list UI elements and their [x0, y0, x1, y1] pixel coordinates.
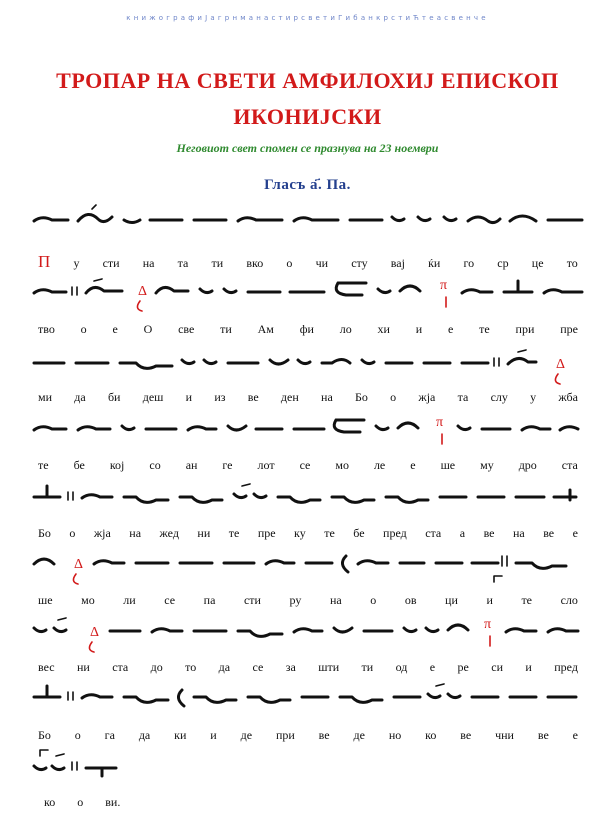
syllable: ше — [38, 593, 53, 607]
syllable: ло — [339, 322, 352, 336]
syllable: то — [185, 660, 197, 674]
syllable: ви. — [105, 795, 121, 809]
martyria-pa: π — [484, 617, 492, 632]
syllable: пред — [383, 526, 407, 540]
syllable: е — [448, 322, 454, 336]
syllable: се — [252, 660, 264, 674]
syllable: со — [149, 458, 161, 472]
syllable: ли — [123, 593, 136, 607]
neume-line-9 — [32, 748, 152, 778]
syllable: о — [370, 593, 377, 607]
syllable: сти — [102, 256, 120, 270]
syllable: ќи — [428, 256, 441, 270]
syllable: ве — [537, 728, 549, 742]
syllable: до — [150, 660, 163, 674]
neume-line-5 — [32, 480, 584, 510]
page-title: ТРОПАР НА СВЕТИ АМФИЛОХИЈ ЕПИСКОП — [56, 68, 559, 93]
syllable: те — [521, 593, 533, 607]
syllable: ста — [425, 526, 442, 540]
syllable: ан — [185, 458, 198, 472]
syllable: сту — [351, 256, 368, 270]
syllable: хи — [377, 322, 390, 336]
syllable: на — [329, 593, 342, 607]
syllable: О — [143, 322, 153, 336]
neume-line-4 — [32, 412, 584, 442]
syllable: и — [415, 322, 423, 336]
syllable: ру — [289, 593, 302, 607]
syllable: ве — [543, 526, 555, 540]
syllable: га — [104, 728, 115, 742]
syllable: те — [479, 322, 490, 336]
syllable: ко — [425, 728, 437, 742]
syllable: у — [73, 256, 80, 270]
syllable: се — [299, 458, 311, 472]
syllable: те — [228, 526, 240, 540]
syllable: ов — [404, 593, 417, 607]
syllable: пре — [560, 322, 578, 336]
syllable: ве — [247, 390, 259, 404]
syllable: Бо — [38, 728, 51, 742]
syllable: те — [38, 458, 49, 472]
syllable: жед — [159, 526, 179, 540]
syllable: бе — [353, 526, 365, 540]
syllable: ци — [445, 593, 458, 607]
syllable: деш — [142, 390, 164, 404]
syllable: и — [185, 390, 193, 404]
syllable: мо — [81, 593, 95, 607]
initial-letter: П — [38, 252, 51, 271]
syllable: ки — [174, 728, 187, 742]
syllable: да — [74, 390, 86, 404]
syllable: за — [285, 660, 296, 674]
syllable: Ам — [257, 322, 274, 336]
neume-line-3 — [32, 346, 584, 376]
lyric-line-7 — [38, 660, 578, 676]
martyria-di: Δ — [74, 557, 84, 572]
syllable: на — [129, 526, 142, 540]
martyria-pa: π — [440, 278, 448, 293]
lyric-line-1 — [38, 252, 578, 271]
syllable: о — [390, 390, 397, 404]
martyria-di: Δ — [556, 357, 566, 372]
syllable: е — [112, 322, 118, 336]
neume-line-2 — [32, 275, 584, 305]
syllable: и — [525, 660, 532, 674]
syllable: на — [142, 256, 155, 270]
syllable: на — [512, 526, 525, 540]
neume-line-7 — [32, 614, 584, 644]
syllable: при — [515, 322, 535, 336]
syllable: ти — [220, 322, 232, 336]
syllable: сти — [243, 593, 261, 607]
syllable: та — [177, 256, 189, 270]
syllable: би — [107, 390, 121, 404]
syllable: ни — [197, 526, 211, 540]
neume-line-1 — [32, 203, 584, 233]
syllable: жба — [558, 390, 578, 404]
syllable: чни — [495, 728, 514, 742]
syllable: пред — [554, 660, 578, 674]
lyric-line-5 — [38, 526, 578, 542]
syllable: ге — [222, 458, 233, 472]
syllable: у — [530, 390, 537, 404]
syllable: це — [531, 256, 544, 270]
syllable: кој — [109, 458, 125, 472]
syllable: е — [572, 728, 578, 742]
syllable: на — [321, 390, 333, 404]
syllable: ре — [457, 660, 469, 674]
martyria-di: Δ — [138, 284, 148, 299]
neume-line-8 — [32, 680, 584, 710]
syllable: вес — [38, 660, 55, 674]
header-strip: книжографиЈагрнманастирсветиГибанкрстиЋтеасвенче — [126, 14, 489, 22]
syllable: шти — [318, 660, 340, 674]
lyric-line-6 — [38, 593, 578, 609]
syllable: при — [275, 728, 295, 742]
syllable: вко — [246, 256, 264, 270]
syllable: е — [429, 660, 436, 674]
syllable: де — [353, 728, 365, 742]
syllable: ве — [318, 728, 330, 742]
syllable: ко — [44, 795, 56, 809]
syllable: му — [480, 458, 494, 472]
syllable: да — [138, 728, 151, 742]
martyria-di: Δ — [90, 625, 100, 640]
syllable: тво — [38, 322, 55, 336]
syllable: ку — [294, 526, 306, 540]
syllable: се — [164, 593, 176, 607]
syllable: ни — [76, 660, 90, 674]
syllable: о — [286, 256, 293, 270]
lyric-line-8 — [38, 728, 578, 744]
syllable: лот — [257, 458, 275, 472]
tone-label: Гласъ а҃. Па. — [264, 177, 351, 193]
syllable: ста — [112, 660, 129, 674]
syllable: Бо — [355, 390, 368, 404]
syllable: ста — [561, 458, 578, 472]
syllable: жја — [93, 526, 111, 540]
syllable: да — [218, 660, 231, 674]
syllable: мо — [335, 458, 349, 472]
syllable: о — [80, 322, 87, 336]
syllable: е — [410, 458, 416, 472]
syllable: но — [388, 728, 402, 742]
syllable: та — [457, 390, 469, 404]
syllable: де — [240, 728, 253, 742]
lyric-line-3 — [38, 390, 578, 406]
syllable: и — [486, 593, 493, 607]
syllable: е — [572, 526, 578, 540]
syllable: го — [463, 256, 475, 270]
syllable: од — [395, 660, 408, 674]
syllable: ден — [280, 390, 299, 404]
syllable: то — [566, 256, 578, 270]
syllable: па — [203, 593, 216, 607]
syllable: ми — [38, 390, 53, 404]
syllable: из — [214, 390, 226, 404]
syllable: дро — [518, 458, 537, 472]
feast-subtitle: Неговиот свет спомен се празнува на 23 ноември — [176, 141, 439, 155]
syllable: сло — [560, 593, 578, 607]
syllable: о — [69, 526, 76, 540]
lyric-line-9 — [44, 795, 244, 811]
syllable: вај — [390, 256, 405, 270]
syllable: те — [324, 526, 335, 540]
syllable: фи — [299, 322, 314, 336]
neume-line-6 — [32, 546, 584, 576]
lyric-line-2 — [38, 322, 578, 338]
syllable: ве — [460, 728, 472, 742]
syllable: Бо — [38, 526, 51, 540]
syllable: бе — [73, 458, 85, 472]
syllable: ле — [373, 458, 386, 472]
syllable: ше — [440, 458, 456, 472]
syllable: чи — [315, 256, 329, 270]
syllable: све — [178, 322, 195, 336]
syllable: о — [74, 728, 81, 742]
lyric-line-4 — [38, 458, 578, 474]
syllable: си — [491, 660, 503, 674]
syllable: жја — [418, 390, 436, 404]
martyria-pa: π — [436, 415, 444, 430]
syllable: ср — [497, 256, 509, 270]
syllable: о — [77, 795, 84, 809]
syllable: ве — [483, 526, 495, 540]
page-title-line2: ИКОНИЈСКИ — [233, 104, 382, 129]
syllable: ти — [361, 660, 374, 674]
syllable: слу — [490, 390, 508, 404]
syllable: и — [210, 728, 217, 742]
syllable: а — [459, 526, 466, 540]
syllable: пре — [257, 526, 276, 540]
syllable: ти — [211, 256, 224, 270]
